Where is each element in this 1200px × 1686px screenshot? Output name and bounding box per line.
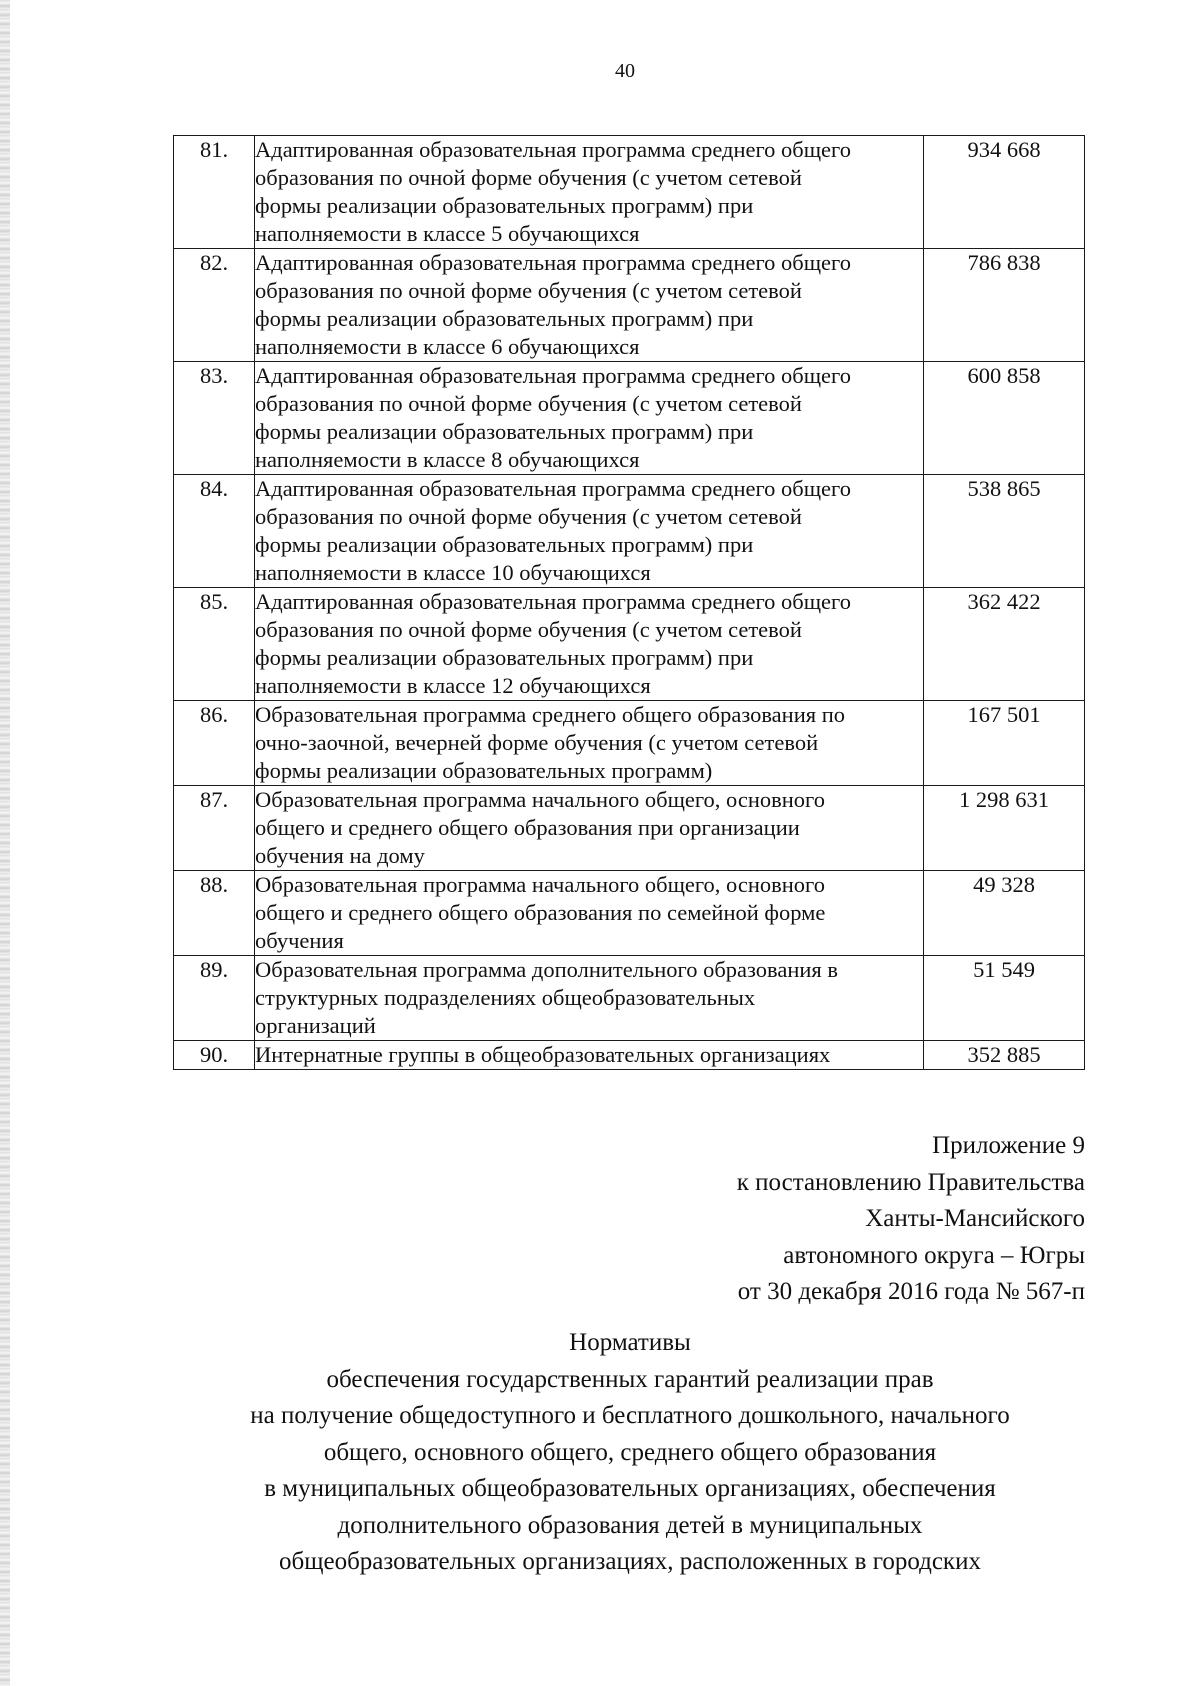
description-line: общего и среднего общего образования при организации — [255, 815, 800, 840]
table-row — [174, 956, 1085, 1041]
row-value: 1 298 631 — [924, 786, 1085, 871]
description-line: Адаптированная образовательная программа среднего общего — [255, 137, 851, 162]
title-line: в муниципальных общеобразовательных организациях, обеспечения — [264, 1475, 996, 1502]
description-line: очно-заочной, вечерней форме обучения (с учетом сетевой — [255, 730, 819, 755]
row-description — [255, 786, 924, 871]
description-line: формы реализации образовательных программ) при — [255, 419, 754, 444]
scan-edge — [0, 0, 10, 1686]
appendix-line: Приложение 9 — [932, 1132, 1085, 1159]
row-value: 51 549 — [924, 956, 1085, 1041]
description-line: образования по очной форме обучения (с учетом сетевой — [255, 504, 802, 529]
appendix-line: к постановлению Правительства — [736, 1168, 1085, 1196]
description-line: обучения — [255, 928, 344, 953]
row-number: 82. — [174, 249, 255, 362]
row-value: 786 838 — [924, 249, 1085, 362]
description-line: наполняемости в классе 12 обучающихся — [255, 673, 651, 698]
appendix-line: Ханты-Мансийского — [865, 1205, 1085, 1232]
table-row — [174, 588, 1085, 701]
description-line: наполняемости в классе 6 обучающихся — [255, 334, 640, 359]
title-line: обеспечения государственных гарантий реализации прав — [326, 1365, 934, 1393]
description-line: Адаптированная образовательная программа среднего общего — [255, 589, 851, 614]
row-number: 84. — [174, 475, 255, 588]
description-line: Образовательная программа начального общего, основного — [255, 787, 825, 812]
description-line: наполняемости в классе 8 обучающихся — [255, 447, 640, 472]
title-line: на получение общедоступного и бесплатного дошкольного, начального — [250, 1402, 1010, 1429]
description-line: образования по очной форме обучения (с учетом сетевой — [255, 391, 802, 416]
appendix-line: автономного округа – Югры — [783, 1241, 1085, 1269]
row-description — [255, 475, 924, 588]
description-line: Адаптированная образовательная программа среднего общего — [255, 250, 851, 275]
title-heading: Нормативы — [569, 1329, 691, 1356]
row-value: 49 328 — [924, 871, 1085, 956]
description-line: формы реализации образовательных программ) — [255, 758, 713, 783]
row-number: 88. — [174, 871, 255, 956]
description-line: организаций — [255, 1013, 376, 1038]
norms-table — [173, 135, 1085, 1070]
table-row — [174, 249, 1085, 362]
title-line: общего, основного общего, среднего общего образования — [323, 1438, 937, 1466]
description-line: образования по очной форме обучения (с учетом сетевой — [255, 165, 802, 190]
row-description — [255, 956, 924, 1041]
norms-table-body — [174, 136, 1085, 1070]
row-value: 352 885 — [924, 1041, 1085, 1070]
table-row — [174, 475, 1085, 588]
row-number: 90. — [174, 1041, 255, 1070]
table-row — [174, 871, 1085, 956]
description-line: формы реализации образовательных программ) при — [255, 532, 754, 557]
description-line: наполняемости в классе 5 обучающихся — [255, 221, 640, 246]
row-number: 81. — [174, 136, 255, 249]
row-number: 87. — [174, 786, 255, 871]
description-line: образования по очной форме обучения (с учетом сетевой — [255, 278, 802, 303]
appendix-block — [600, 1128, 1085, 1311]
row-number: 86. — [174, 701, 255, 786]
description-line: Адаптированная образовательная программа среднего общего — [255, 476, 851, 501]
row-value: 600 858 — [924, 362, 1085, 475]
table-row — [174, 701, 1085, 786]
description-line: Интернатные группы в общеобразовательных организациях — [255, 1042, 831, 1067]
description-line: Образовательная программа среднего общего образования по — [255, 702, 846, 727]
row-description — [255, 249, 924, 362]
description-line: формы реализации образовательных программ) при — [255, 193, 754, 218]
row-description — [255, 362, 924, 475]
row-value: 167 501 — [924, 701, 1085, 786]
description-line: формы реализации образовательных программ) при — [255, 306, 754, 331]
row-value: 934 668 — [924, 136, 1085, 249]
appendix-line: от 30 декабря 2016 года № 567-п — [737, 1278, 1085, 1305]
row-description — [255, 588, 924, 701]
description-line: формы реализации образовательных программ) при — [255, 645, 754, 670]
page-number: 40 — [615, 60, 635, 82]
description-line: Образовательная программа дополнительного образования в — [255, 957, 839, 982]
table-row — [174, 136, 1085, 249]
row-number: 85. — [174, 588, 255, 701]
table-row — [174, 1041, 1085, 1070]
description-line: структурных подразделениях общеобразовательных — [255, 985, 756, 1010]
row-number: 89. — [174, 956, 255, 1041]
row-value: 362 422 — [924, 588, 1085, 701]
row-description — [255, 871, 924, 956]
description-line: общего и среднего общего образования по семейной форме — [255, 900, 826, 925]
table-row — [174, 362, 1085, 475]
row-description — [255, 1041, 924, 1070]
table-row — [174, 786, 1085, 871]
row-description — [255, 701, 924, 786]
description-line: Образовательная программа начального общего, основного — [255, 872, 825, 897]
description-line: образования по очной форме обучения (с учетом сетевой — [255, 617, 802, 642]
description-line: наполняемости в классе 10 обучающихся — [255, 560, 651, 585]
title-line: общеобразовательных организациях, расположенных в городских — [279, 1548, 981, 1575]
row-value: 538 865 — [924, 475, 1085, 588]
title-line: дополнительного образования детей в муниципальных — [337, 1511, 923, 1539]
row-number: 83. — [174, 362, 255, 475]
description-line: обучения на дому — [255, 843, 425, 868]
description-line: Адаптированная образовательная программа среднего общего — [255, 363, 851, 388]
row-description — [255, 136, 924, 249]
document-title — [175, 1325, 1085, 1581]
